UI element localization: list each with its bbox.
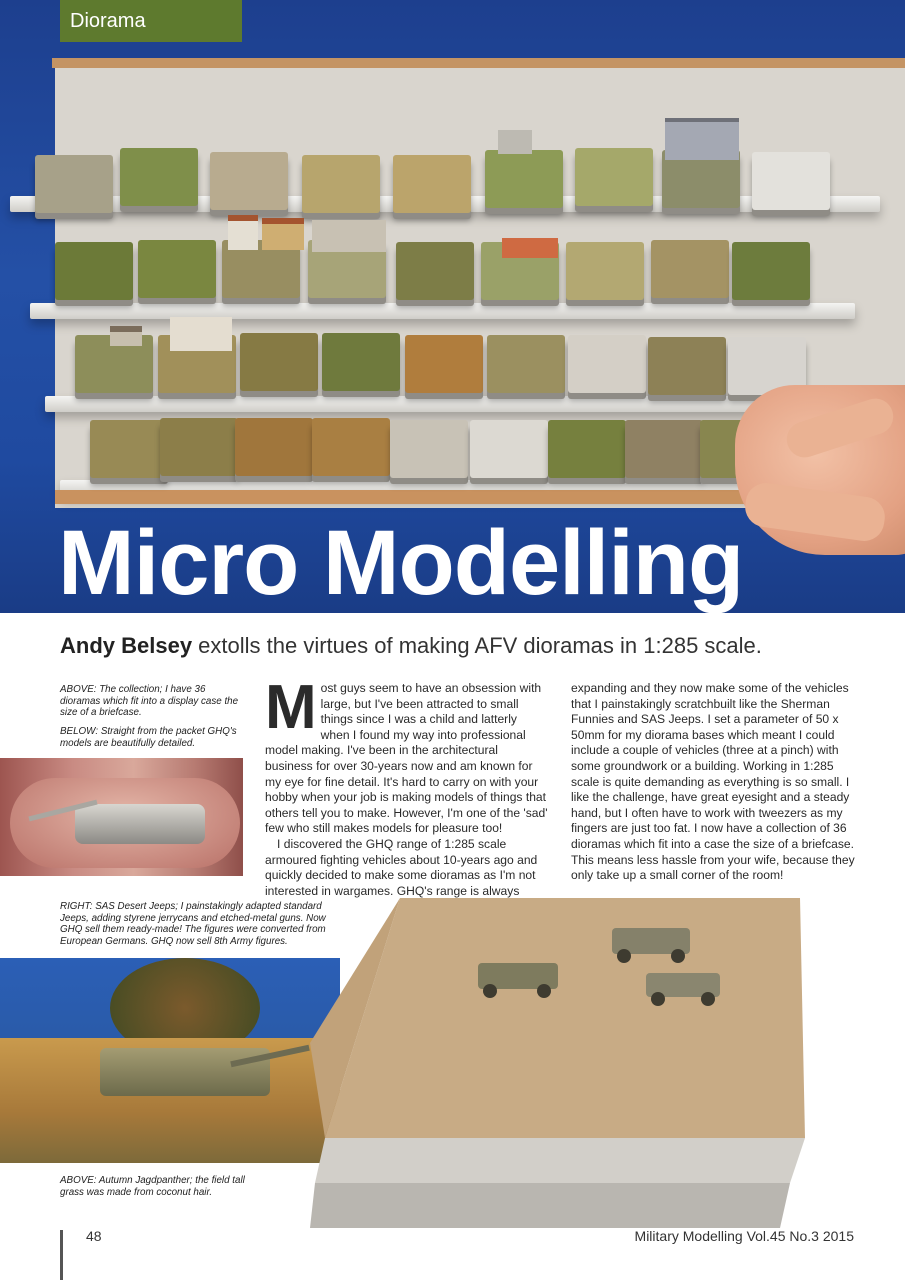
body-column-2 <box>571 681 856 884</box>
photo-autumn-jagdpanther <box>0 958 340 1163</box>
diorama <box>393 155 471 213</box>
diorama <box>90 420 168 478</box>
diorama <box>55 242 133 300</box>
model-jagdpanther <box>100 1048 270 1096</box>
footer-rule <box>60 1230 63 1280</box>
shelf <box>45 396 835 412</box>
diorama <box>405 335 483 393</box>
diorama-building <box>170 317 232 351</box>
hero-photo <box>0 0 905 613</box>
paragraph-text: ost guys seem to have an obsession with large, but I've been attracted to small things since I was a child and latterly when I found my way into professional model making. I've been in the architectural business for over 30-years now and am known for my eye for fine detail. It's hard to carry on with your hobby when your job is making models of things that others tell you to make. However, I'm one of the 'sad' few who still makes models for pleasure too! <box>265 681 548 836</box>
shelf <box>30 303 855 319</box>
diorama-base-top <box>315 1138 805 1183</box>
diorama <box>625 420 703 478</box>
diorama <box>575 148 653 206</box>
standfirst-text: extolls the virtues of making AFV dioramas in 1:285 scale. <box>192 633 762 658</box>
diorama <box>396 242 474 300</box>
diorama <box>752 152 830 210</box>
diorama <box>390 420 468 478</box>
photo-ghq-model-fingertip <box>0 758 243 876</box>
model-tank <box>75 804 205 844</box>
caption-collection: ABOVE: The collection; I have 36 dioramas which fit into a display case the size of a briefcase. <box>60 684 239 718</box>
diorama-base-front <box>310 1183 790 1228</box>
diorama <box>210 152 288 210</box>
paragraph: expanding and they now make some of the vehicles that I painstakingly scratchbuilt like the Sherman Funnies and SAS Jeeps. I set a parameter of 50 x 50mm for my diorama bases which meant I could include a couple of vehicles (three at a pinch) with some groundwork or a building. Working in 1:285 scale is quite demanding as everything is so small. I like the challenge, have great eyesight and a steady hand, but I often have to work with tweezers as my fingers are just too fat. I now have a collection of 36 dioramas which fit into a case the size of a briefcase. This means less hassle from your wife, because they only take up a small corner of the room! <box>571 681 855 883</box>
diorama-building <box>262 218 304 250</box>
caption-models: BELOW: Straight from the packet GHQ's models are beautifully detailed. <box>60 726 237 749</box>
diorama-bunker <box>498 130 532 154</box>
diorama-roof <box>502 238 558 258</box>
display-case-lid <box>52 58 905 68</box>
body-column-1 <box>265 673 548 899</box>
caption-jagdpanther: ABOVE: Autumn Jagdpanther; the field tall grass was made from coconut hair. <box>60 1175 245 1198</box>
page-number: 48 <box>86 1228 102 1244</box>
diorama <box>732 242 810 300</box>
diorama <box>548 420 626 478</box>
diorama-building <box>110 326 142 346</box>
paragraph <box>265 673 548 837</box>
diorama <box>470 420 548 478</box>
section-tag: Diorama <box>60 0 242 42</box>
diorama <box>651 240 729 298</box>
page-title: Micro Modelling <box>58 512 744 613</box>
diorama <box>485 150 563 208</box>
diorama <box>566 242 644 300</box>
diorama <box>648 337 726 395</box>
diorama <box>322 333 400 391</box>
diorama-groundwork <box>325 898 805 1138</box>
diorama <box>120 148 198 206</box>
paragraph: I discovered the GHQ range of 1:285 scale armoured fighting vehicles about 10-years ago and quickly decided to make some dioramas as I'm not interested in wargames. GHQ's range is always <box>265 836 538 898</box>
diorama <box>302 155 380 213</box>
diorama <box>138 240 216 298</box>
desert-diorama <box>310 893 810 1228</box>
case-base-edge <box>55 490 815 504</box>
diorama-ruin <box>312 220 386 252</box>
standfirst <box>60 633 762 659</box>
caption-desert-jeeps: RIGHT: SAS Desert Jeeps; I painstakingly adapted standard Jeeps, adding styrene jerrycans and etched-metal guns. Now GHQ sell them ready-made! The figures were converted from European Germans. GHQ now sell 8th Army figures. <box>60 901 326 947</box>
diorama <box>160 418 238 476</box>
diorama <box>487 335 565 393</box>
magazine-footer: Military Modelling Vol.45 No.3 2015 <box>634 1228 854 1244</box>
diorama <box>568 335 646 393</box>
diorama-building <box>228 215 258 250</box>
diorama <box>312 418 390 476</box>
photo-sas-desert-jeeps <box>310 893 810 1228</box>
diorama <box>240 333 318 391</box>
dropcap: M <box>265 673 317 742</box>
diorama <box>35 155 113 213</box>
author-name: Andy Belsey <box>60 633 193 658</box>
diorama <box>235 418 313 476</box>
diorama-building <box>665 118 739 160</box>
